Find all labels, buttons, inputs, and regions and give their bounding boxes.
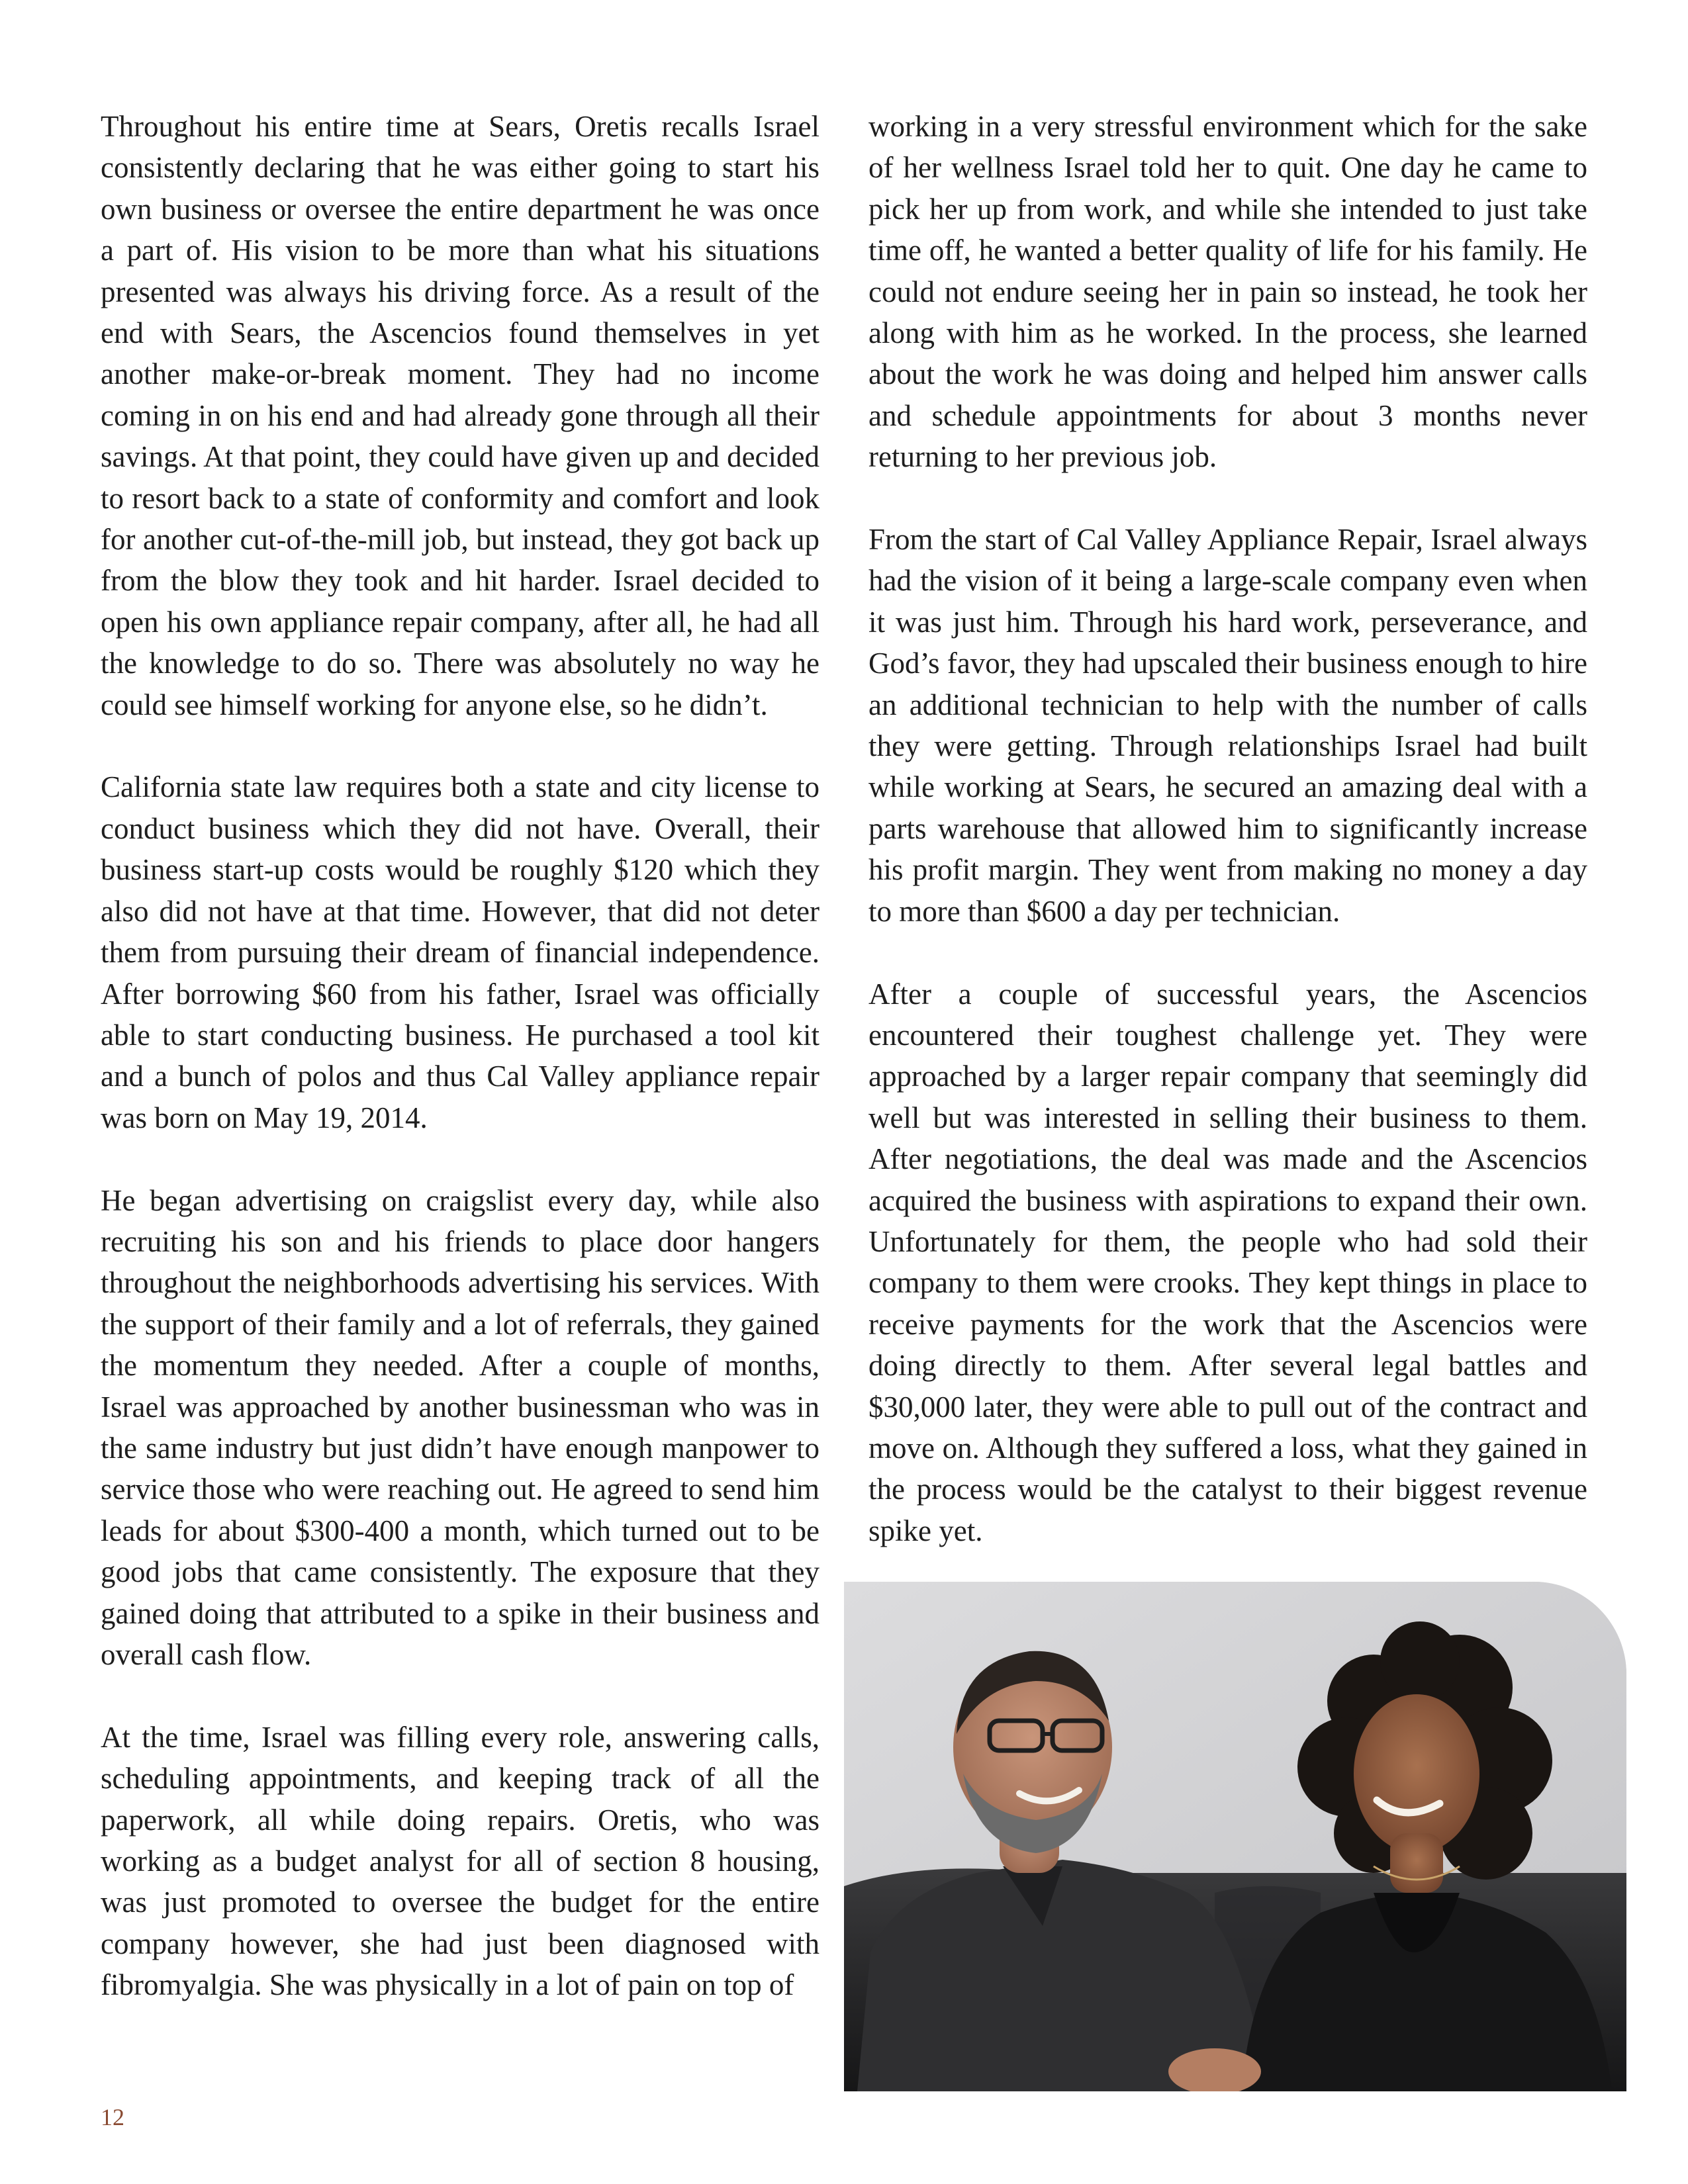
paragraph-toughest-challenge: After a couple of successful years, the Ascencios encountered their toughest challenge yet. They were approached by a larger repair company that seemingly did well but was interested in selling their business to them. After negotiations, the deal was made and the Ascencios acquired the business with aspirations to expand their own. Unfortunately for them, the people who had sold their company to them were crooks. They kept things in place to receive payments for the work that the Ascencios were doing directly to them. After several legal battles and $30,000 later, they were able to pull out of the contract and move on. Although they suffered a loss, what they gained in the process would be the catalyst to their biggest revenue spike yet. xyxy=(868,977,1587,1547)
paragraph-large-scale-vision: From the start of Cal Valley Appliance Repair, Israel always had the vision of it being a large-scale company even when it was just him. Through his hard work, perseverance, and God’s favor, they had upscaled their business enough to hire an additional technician to help with the number of calls they were getting. Through relationships Israel had built while working at Sears, he secured an amazing deal with a parts warehouse that allowed him to significantly increase his profit margin. They went from making no money a day to more than $600 a day per technician. xyxy=(868,523,1587,928)
article-column-right xyxy=(868,106,1587,1551)
paragraph-filling-every-role: At the time, Israel was filling every role, answering calls, scheduling appointments, and keeping track of all the paperwork, all while doing repairs. Oretis, who was working as a budget analyst for all of section 8 housing, was just promoted to oversee the budget for the entire company however, she had just been diagnosed with fibromyalgia. She was physically in a lot of pain on top of xyxy=(101,1720,820,2002)
article-column-left xyxy=(101,106,820,2006)
paragraph-sears-vision: Throughout his entire time at Sears, Oretis recalls Israel consistently declaring that he was either going to start his own business or oversee the entire department he was once a part of. His vision to be more than what his situations presented was always his driving force. As a result of the end with Sears, the Ascencios found themselves in yet another make-or-break moment. They had no income coming in on his end and had already gone through all their savings. At that point, they could have given up and decided to resort back to a state of conformity and comfort and look for another cut-of-the-mill job, but instead, they got back up from the blow they took and hit harder. Israel decided to open his own appliance repair company, after all, he had all the knowledge to do so. There was absolutely no way he could see himself working for anyone else, so he didn’t. xyxy=(101,110,820,721)
paragraph-business-startup: California state law requires both a state and city license to conduct business which they did not have. Overall, their business start-up costs would be roughly $120 which they also did not have at that time. However, that did not deter them from pursuing their dream of financial independence. After borrowing $60 from his father, Israel was officially able to start conducting business. He purchased a tool kit and a bunch of polos and thus Cal Valley appliance repair was born on May 19, 2014. xyxy=(101,770,820,1134)
paragraph-advertising: He began advertising on craigslist every day, while also recruiting his son and his friends to place door hangers throughout the neighborhoods advertising his services. With the support of their family and a lot of referrals, they gained the momentum they needed. After a couple of months, Israel was approached by another businessman who was in the same industry but just didn’t have enough manpower to service those who were reaching out. He agreed to send him leads for about $300-400 a month, which turned out to be good jobs that came consistently. The exposure that they gained doing that attributed to a spike in their business and overall cash flow. xyxy=(101,1183,820,1671)
couple-photo xyxy=(844,1582,1626,2091)
page-number: 12 xyxy=(101,2104,124,2130)
paragraph-stressful-environment: working in a very stressful environment which for the sake of her wellness Israel told her to quit. One day he came to pick her up from work, and while she intended to just take time off, he wanted a better quality of life for his family. He could not endure seeing her in pain so instead, he took her along with him as he worked. In the process, she learned about the work he was doing and helped him answer calls and schedule appointments for about 3 months never returning to her previous job. xyxy=(868,110,1587,474)
